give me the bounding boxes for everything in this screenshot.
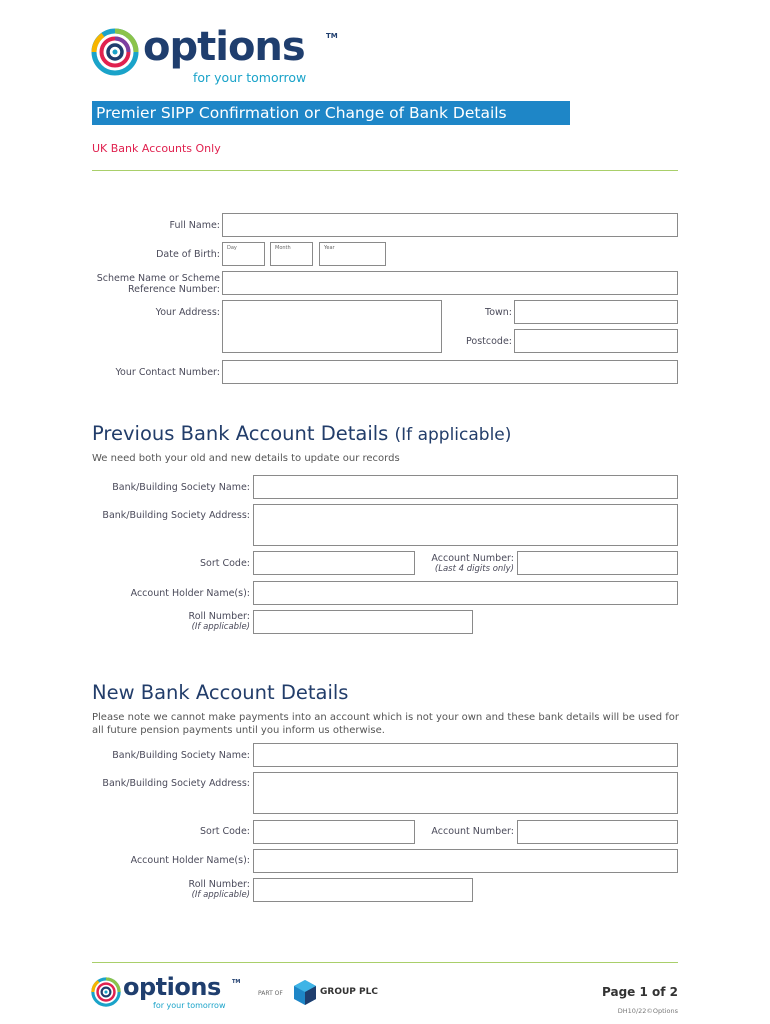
new-bank-heading: New Bank Account Details — [92, 681, 349, 704]
new-sort-code-field[interactable] — [253, 820, 415, 844]
full-name-label: Full Name: — [169, 220, 220, 231]
prev-roll-label — [189, 611, 250, 633]
contact-number-field[interactable] — [222, 360, 678, 384]
prev-roll-note: (If applicable) — [191, 622, 250, 632]
prev-bank-address-field[interactable] — [253, 504, 678, 546]
group-plc-label: GROUP PLC — [320, 987, 378, 997]
previous-bank-intro: We need both your old and new details to update our records — [92, 453, 400, 464]
new-bank-address-field[interactable] — [253, 772, 678, 814]
page-title: Premier SIPP Confirmation or Change of Bank Details — [92, 101, 570, 125]
part-of-label: PART OF — [258, 990, 283, 997]
dob-day-field[interactable] — [222, 242, 265, 266]
dob-year-field[interactable] — [319, 242, 386, 266]
postcode-field[interactable] — [514, 329, 678, 353]
prev-sort-code-label: Sort Code: — [199, 558, 250, 569]
contact-number-label: Your Contact Number: — [115, 367, 220, 378]
town-field[interactable] — [514, 300, 678, 324]
dob-day-hint: Day — [227, 245, 237, 251]
prev-bank-address-label: Bank/Building Society Address: — [102, 510, 250, 521]
previous-bank-heading-text: Previous Bank Account Details — [92, 422, 389, 445]
address-label: Your Address: — [155, 307, 220, 318]
dob-month-field[interactable] — [270, 242, 313, 266]
prev-roll-field[interactable] — [253, 610, 473, 634]
scheme-label-line2: Reference Number: — [127, 284, 220, 295]
document-reference: DH10/22©Options — [617, 1007, 678, 1015]
new-account-number-label: Account Number: — [431, 826, 514, 837]
new-bank-name-label: Bank/Building Society Name: — [112, 750, 250, 761]
new-roll-label-text: Roll Number: — [188, 879, 250, 890]
prev-sort-code-field[interactable] — [253, 551, 415, 575]
footer-options-logo-icon — [91, 977, 121, 1007]
full-name-field[interactable] — [222, 213, 678, 237]
group-hexagon-icon — [293, 979, 317, 1006]
prev-account-number-label — [431, 553, 514, 575]
previous-bank-heading — [92, 422, 511, 445]
brand-tm: TM — [326, 32, 338, 40]
divider-footer — [92, 962, 678, 963]
footer-brand-tagline: for your tomorrow — [153, 1001, 226, 1010]
town-label: Town: — [485, 307, 512, 318]
previous-bank-heading-note: (If applicable) — [394, 425, 512, 445]
prev-account-number-field[interactable] — [517, 551, 678, 575]
new-bank-intro: Please note we cannot make payments into an account which is not your own and these bank details will be used for all future pension payments until you inform us otherwise. — [92, 712, 680, 736]
prev-account-number-note: (Last 4 digits only) — [434, 564, 514, 574]
brand-name: options — [143, 24, 305, 70]
postcode-label: Postcode: — [466, 336, 512, 347]
scheme-field[interactable] — [222, 271, 678, 295]
new-bank-name-field[interactable] — [253, 743, 678, 767]
prev-holder-field[interactable] — [253, 581, 678, 605]
prev-account-number-label-text: Account Number: — [431, 553, 514, 564]
footer-brand-name: options — [123, 973, 221, 1001]
new-roll-field[interactable] — [253, 878, 473, 902]
uk-accounts-only-note: UK Bank Accounts Only — [92, 142, 221, 155]
dob-label: Date of Birth: — [156, 249, 220, 260]
prev-holder-label: Account Holder Name(s): — [130, 588, 250, 599]
options-logo-icon — [91, 28, 139, 76]
page-number: Page 1 of 2 — [602, 985, 678, 999]
brand-tagline: for your tomorrow — [193, 70, 307, 85]
dob-year-hint: Year — [324, 245, 335, 251]
dob-month-hint: Month — [275, 245, 291, 251]
new-account-number-field[interactable] — [517, 820, 678, 844]
prev-bank-name-field[interactable] — [253, 475, 678, 499]
prev-bank-name-label: Bank/Building Society Name: — [112, 482, 250, 493]
new-holder-label: Account Holder Name(s): — [130, 855, 250, 866]
divider-top — [92, 170, 678, 171]
new-sort-code-label: Sort Code: — [199, 826, 250, 837]
scheme-label-line1: Scheme Name or Scheme — [96, 273, 220, 284]
prev-roll-label-text: Roll Number: — [188, 611, 250, 622]
new-roll-note: (If applicable) — [191, 890, 250, 900]
new-bank-address-label: Bank/Building Society Address: — [102, 778, 250, 789]
new-roll-label — [189, 879, 250, 901]
scheme-label — [97, 273, 220, 295]
new-holder-field[interactable] — [253, 849, 678, 873]
footer-brand-tm: TM — [232, 979, 241, 985]
address-field[interactable] — [222, 300, 442, 353]
